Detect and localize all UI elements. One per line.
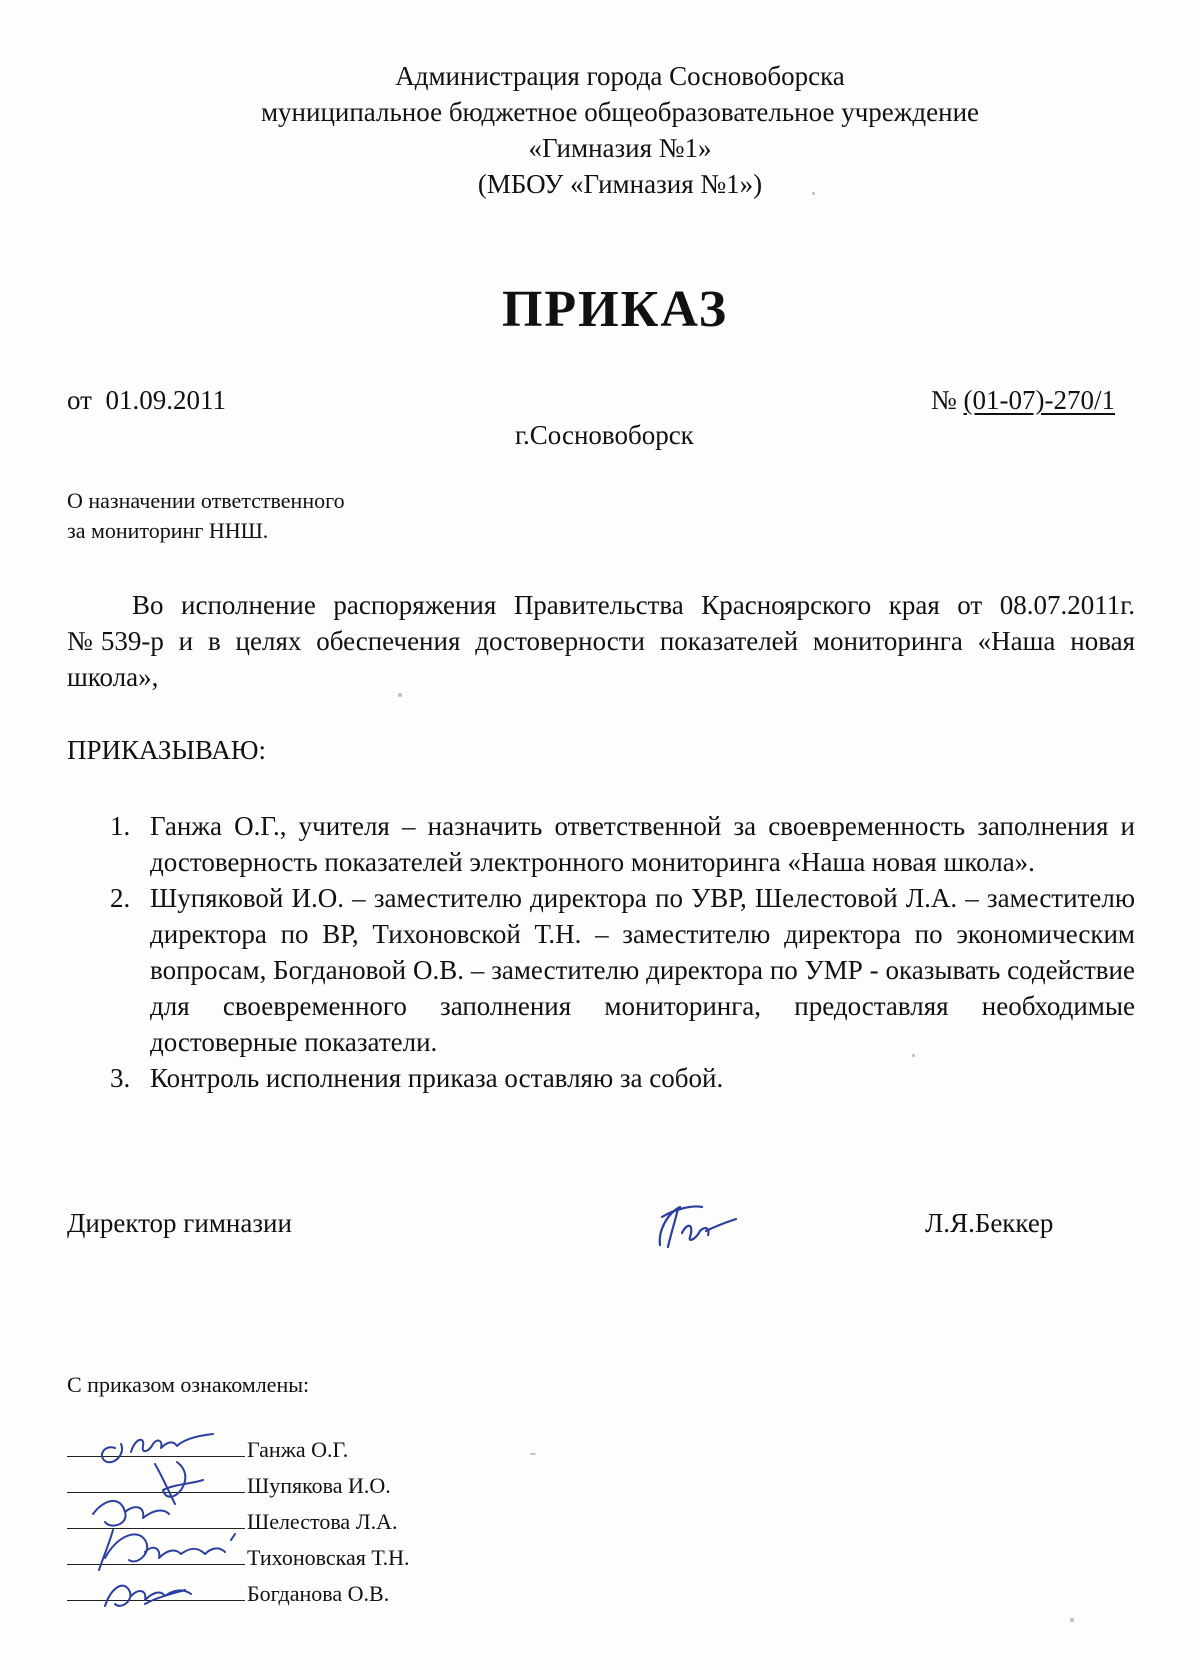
order-city: г.Сосновоборск	[515, 420, 694, 450]
order-item	[110, 808, 1135, 880]
acknowledger-name: Богданова О.В.	[247, 1581, 390, 1606]
order-number	[931, 385, 1115, 416]
order-item	[110, 1060, 1135, 1096]
header-admin: Администрация города Сосновоборска	[395, 61, 845, 91]
document-title: ПРИКАЗ	[501, 281, 729, 338]
header-abbr: (МБОУ «Гимназия №1»)	[477, 169, 763, 199]
order-subject	[67, 486, 345, 546]
acknowledger-name: Ганжа О.Г.	[247, 1437, 349, 1462]
subject-line: за мониторинг ННШ.	[67, 518, 269, 543]
item-text: Шупяковой И.О. – заместителю директора по УВР, Шелестовой Л.А. – заместителю директора по ВР, Тихоновской Т.Н. – заместителю директора по экономическим вопросам, Богдановой О.В. – заместителю директора по УМР - оказывать содействие для своевременного заполнения мониторинга, предоставляя необходимые достоверные показатели.	[150, 883, 1135, 1057]
acknowledger-name: Шелестова Л.А.	[247, 1509, 398, 1534]
order-date	[67, 385, 226, 416]
director-name: Л.Я.Беккер	[925, 1208, 1054, 1238]
date-value: 01.09.2011	[105, 385, 226, 415]
acknowledgement-signatures	[45, 1418, 265, 1628]
organization-header	[0, 58, 1200, 202]
item-text: Контроль исполнения приказа оставляю за собой.	[150, 1063, 724, 1093]
item-number: 3.	[110, 1063, 131, 1093]
scan-speck	[1070, 1618, 1074, 1622]
number-prefix: №	[931, 385, 957, 415]
item-number: 2.	[110, 883, 131, 913]
header-school: «Гимназия №1»	[528, 133, 712, 163]
acknowledgement-title: С приказом ознакомлены:	[67, 1372, 310, 1397]
director-position: Директор гимназии	[67, 1208, 292, 1238]
order-items-list	[110, 808, 1135, 1096]
preamble-paragraph: Во исполнение распоряжения Правительства Красноярского края от 08.07.2011г. №539-р и в целях обеспечения достоверности показателей мониторинга «Наша новая школа»,	[67, 590, 1135, 692]
item-text: Ганжа О.Г., учителя – назначить ответственной за своевременность заполнения и достоверность показателей электронного мониторинга «Наша новая школа».	[150, 811, 1135, 877]
subject-line: О назначении ответственного	[67, 488, 345, 513]
order-directive: ПРИКАЗЫВАЮ:	[67, 735, 266, 765]
date-prefix: от	[67, 385, 92, 415]
acknowledger-name: Тихоновская Т.Н.	[247, 1545, 410, 1570]
header-institution: муниципальное бюджетное общеобразовательное учреждение	[260, 97, 980, 127]
director-signature	[640, 1195, 740, 1255]
scan-speck	[530, 1453, 536, 1455]
acknowledger-name: Шупякова И.О.	[247, 1473, 391, 1498]
number-value: (01-07)-270/1	[963, 385, 1115, 415]
order-item	[110, 880, 1135, 1060]
item-number: 1.	[110, 811, 131, 841]
